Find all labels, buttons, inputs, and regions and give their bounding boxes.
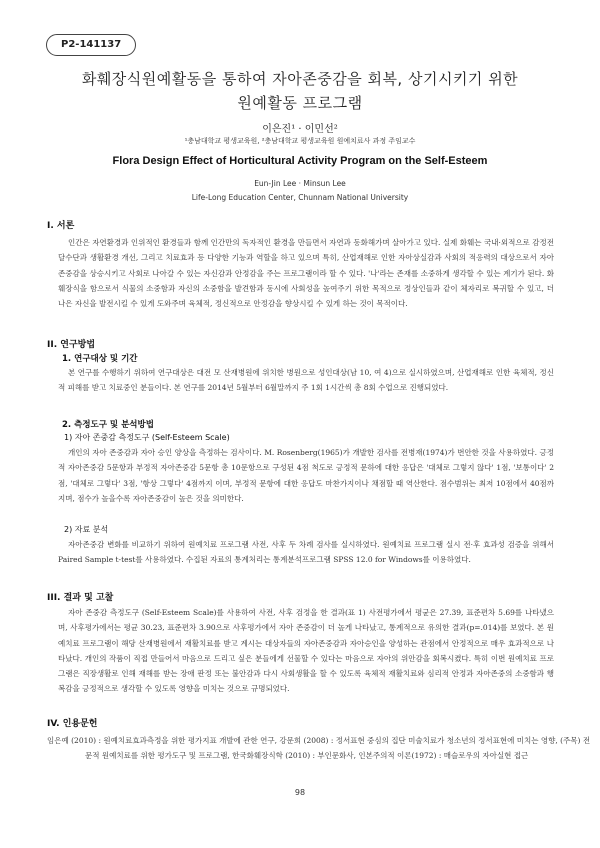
affiliation-korean: ¹충남대학교 평생교육원, ²충남대학교 평생교육원 원예치료사 과정 주임교수 (184, 137, 416, 145)
section-heading-results: III. 결과 및 고찰 (47, 593, 114, 603)
section-heading-references: IV. 인용문헌 (47, 719, 98, 729)
title-korean-line2: 원예활동 프로그램 (237, 94, 363, 112)
subheading-tools: 2. 측정도구 및 분석방법 (62, 420, 154, 430)
title-korean-line1: 화훼장식원예활동을 통하여 자아존중감을 회복, 상기시키기 위한 (81, 70, 519, 88)
section-heading-method: II. 연구방법 (47, 340, 96, 350)
analysis-paragraph: 자아존중감 변화를 비교하기 위하여 원예치료 프로그램 사전, 사후 두 차례 검사를 실시하였다. 원예치료 프로그램 실시 전·후 효과성 검증을 위해서 Paired Sample t-test를 사용하였다. 수집된 자료의 통계처리는 통계분석프로그램 SPSS 12.0 for Windows를 이용하였다. (58, 540, 554, 565)
intro-paragraph: 인간은 자연환경과 인위적인 환경들과 함께 인간만의 독자적인 환경을 만들면서 자연과 동화해가며 살아가고 있다. 실제 화훼는 국내·외적으로 감정전달수단과 생활환경 개선, 그리고 치료효과 등 다양한 기능과 역할을 하고 있으며 특히, 산업재해로 인한 자아상실감과 사회의 적응력의 대상으로서 자아존중감을 상승시키고 사회로 나아갈 수 있는 자신감과 안정감을 주는 프로그램이라 할 수 있다. '나'라는 존재를 소중하게 생각할 수 있는 계기가 된다. 화훼장식을 함으로서 식물의 소중함과 자신의 소중함을 발견함과 동시에 사회성을 높여주기 위한 목적으로 정상인들과 같이 체자리로 복귀할 수 있고, 더 나은 자신을 발전시킬 수 있게 도와주며 육체적, 정신적으로 안정감을 향상시킬 수 있게 하는 것이 목적이다. (58, 238, 554, 309)
affiliation-english: Life-Long Education Center, Chunnam National University (191, 193, 409, 202)
scale-paragraph: 개인의 자아 존중감과 자아 승인 양상을 측정하는 검사이다. M. Rosenberg(1965)가 개발한 검사를 전병재(1974)가 번안한 것을 사용하였다. 긍정적 자아존중감 5문항과 부정적 자아존중감 5문항 총 10문항으로 구성된 4점 척도로 긍정적 문하에 대한 응답은 '대체로 그렇지 않다' 1점, '보통이다' 2점, '대체로 그렇다' 3점, '항상 그렇다' 4점까지 이며, 부정적 문항에 대한 응답도 마찬가지이나 채점할 때 역산한다. 점수범위는 최저 10점에서 40점까지며, 점수가 높을수록 자아존중감이 높은 것을 의미한다. (58, 448, 554, 503)
authors-korean: 이은진¹ · 이민선² (262, 124, 338, 135)
references-list: 임은예 (2010) : 원예치료효과측정을 위한 평가지표 개발에 관한 연구, 강문희 (2008) : 정서표현 중심의 집단 미술치료가 청소년의 정서표현에 미치는 영향, (주목) 전문적 원예치료를 위한 평가도구 및 프로그램, 한국화훼장식학 (2010) : 부인문화사, 인본주의적 이론(1972) : 매슬로우의 자아실현 접근 (47, 736, 591, 761)
subheading-data-analysis: 2) 자료 분석 (64, 525, 109, 534)
page-number: 98 (294, 788, 306, 797)
authors-english: Eun-Jin Lee · Minsun Lee (254, 179, 346, 188)
subheading-self-esteem-scale: 1) 자아 존중감 측정도구 (Self-Esteem Scale) (64, 433, 230, 442)
subheading-subjects: 1. 연구대상 및 기간 (62, 354, 138, 364)
section-heading-intro: I. 서론 (47, 221, 75, 231)
subjects-paragraph: 본 연구를 수행하기 위하여 연구대상은 대전 모 산재병원에 위치한 병원으로 성인대상(남 10, 여 4)으로 실시하였으며, 산업재해로 인한 육체적, 정신적 피해를 받고 치료중인 분들이다. 본 연구를 2014년 5월부터 6월말까지 주 1회 1시간씩 총 8회 수업으로 진행되었다. (58, 368, 554, 393)
poster-code-badge: P2-141137 (46, 34, 136, 56)
title-english: Flora Design Effect of Horticultural Activity Program on the Self-Esteem (112, 155, 488, 167)
results-paragraph: 자아 존중감 측정도구 (Self-Esteem Scale)를 사용하여 사전, 사후 검정을 한 결과(표 1) 사전평가에서 평균은 27.39, 표준편차 5.69를 나타냈으며, 사후평가에서는 평균 30.23, 표준편차 3.90으로 사후평가에서 자아 존중감이 더 높게 나타났고, 통계적으로 유의한 결과(p=.014)를 보였다. 본 원예치료 프로그램이 해당 산재병원에서 재활치료를 받고 계시는 대상자들의 자아존중감과 자아승인을 양성하는 관점에서 안정적으로 매우 효과적으로 나타났다. 개인의 작품이 직접 만들어서 마음으로 드리고 싶은 분들에게 선물할 수 있다는 마음으로 자아의 위안감을 회복시켰다. 특히 이번 원예치료 프로그램은 직장생활로 인해 재해를 받는 장애 판정 또는 불안감과 다시 사회생활을 할 수 있도록 육체적 재활치료와 심리적 안정과 자아존중의 소중함과 행복감을 긍정적으로 생각할 수 있도록 영향을 미치는 것으로 규명되었다. (58, 608, 554, 694)
